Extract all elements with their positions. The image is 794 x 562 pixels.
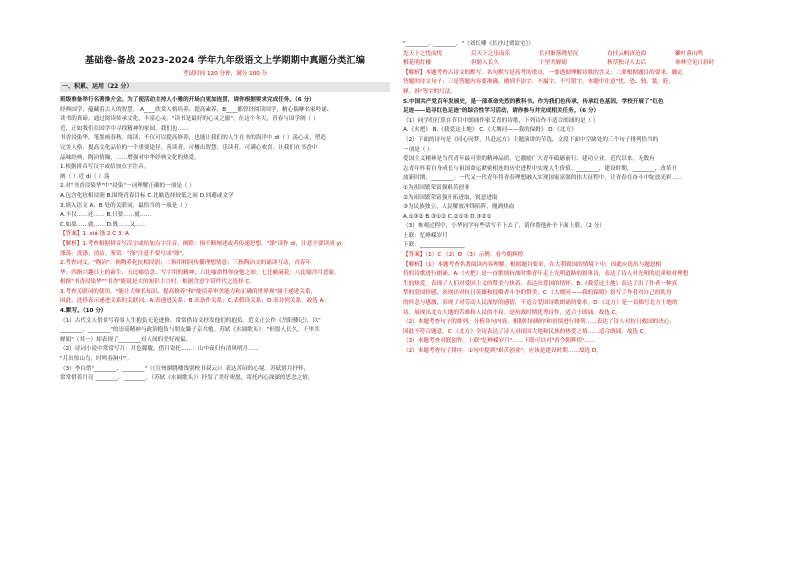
- analysis-line: 华；四指兴趣日上的新生；五比喻信念、写字用的精神；六比喻命得你奋勉之间；七比喻滴花；八比喻冷月意象。: [60, 269, 340, 276]
- analysis-line: 3.考查关联词的使用。"能让大师长知识、提高修养"和"能培养审美能力和正确的世界观"属于递进关系，: [60, 288, 317, 295]
- analysis-line: 因此，选择表示递进关系的关联词。A.表递进关系；B.表条件关系；C.表假设关系；D.表并列关系。故选 A。: [60, 298, 330, 305]
- analysis-line: 诗，展现出北方大地的苦难和人民的不屈。是抗战时期优秀诗作，适合于朗诵。故选 C。: [403, 309, 622, 316]
- question-2: 2.对"书香浸染华"中"浸染"一词理解正确的一项是（ ）: [60, 183, 195, 190]
- answer-line: 【答案】1. xiá 涤 2.C 3. A: [60, 231, 129, 238]
- analysis-line: 【解析】（1）本题考查名著阅读内容理解。根据题目要求，在大利致国的情境下中，因此应选出与题意相: [403, 261, 662, 268]
- analysis-line: 的怀念与感激，表现了对劳动人民深厚的感情，不适合爱国诗歌朗诵的要求。D.《北方》是一首描写北方土地的: [403, 300, 678, 307]
- question-1: 1.根据拼音写汉字或给加点字注音。: [60, 164, 150, 171]
- poem-answer: 先天下之忧而忧: [403, 50, 443, 57]
- question-5-3: （3）参观过程中，小华同学有些话写不下去了，请你帮他补全下面上联。（2 分）: [403, 223, 605, 230]
- passage-line: 近，正如我们在国学中寻找精神的家园，我们也……: [60, 125, 189, 132]
- question-4-line: （1）古代文人借景写春景人生抱负无论进修，常常借诗文抒发他们的抱负。范文正公作《岳阳楼记》，以": [60, 317, 321, 324]
- analysis-line: 【解析】本题考查古诗文的默写。名句默写是高考的重点，一要透彻理解诗歌的含义；二要根据题目的要求，确定: [403, 69, 683, 76]
- question-5-2: （2）下面的诗句是《同心同梦，共赴远方》主题演讲的节选，文段下面中空缺处的三个句子排列恰当的: [403, 136, 659, 143]
- question-4: 4.默写。（10 分）: [60, 308, 107, 315]
- answer-poem-grid: [403, 50, 743, 69]
- question-3: 3.填入语文 A、B 处的关联词，最恰当的一项是（ ）: [60, 202, 191, 209]
- question-4-line: 常常借着月亮 ________，________。（苏轼《水调歌头》）抒发了美好祝愿，寄托内心深深的思念之情。: [60, 375, 314, 382]
- question-5-2: 一项是（ ）: [403, 146, 433, 153]
- task-intro: 班级准备举行名著推介会。为了使活动主持人小雅的开场白更加连贯，请你根据要求完成任务。（6 分）: [60, 97, 315, 103]
- question-4-line: 婵娟"（其一）却表现了________对人间的美好祝福。: [60, 336, 192, 343]
- analysis-line: （2）本题考查句子的排列。分析各句内容，根据时间顺序和语境进行排列……表达了诗人对抗日救国的决心，: [403, 319, 676, 326]
- passage-line: 书香浸染华，笔墨画春秋。阅读，不仅可以提高修养，也能让我们的人生在书的海洋中 dí（ ）荡心灵，塑造: [60, 135, 326, 142]
- poem-answer: 后天下之乐而乐: [471, 50, 511, 57]
- poem-answer: 獭叶落山鸣: [675, 50, 703, 57]
- passage-line: 爱国主义精神是当代青年最可贵的精神品质，它激励广大青年砥砺前行、建功立业。近代以来，无数有: [403, 156, 655, 163]
- poem-line: "________，________。"（刘长卿《长沙过贾谊宅》）: [403, 41, 535, 47]
- question-3-options: C.如果……就…… D.既……又……: [60, 221, 147, 228]
- analysis-line: 符的诗歌进行朗诵。A.《火把》是一首歌颂抗战时期青年走上光明道路的叙事诗，表达了诗人对光明的追求和对理想: [403, 271, 689, 278]
- question-5-2-options: A.①③② B.③①② C.②①③ D.③②①: [403, 213, 492, 220]
- question-4-line: （3）李白借"________，________"（《宣州谢朓楼饯别校书叔云》）表达苦闷的心境。苏轼借月抒怀，: [60, 365, 310, 372]
- passage-line: 品味经典，陶冶情操，……增强对中华经典文化的热爱。: [60, 154, 200, 161]
- analysis-line: 根据"书香浸染华""书香"能说是大的知识主言时，根据含意字带件代之选择 C。: [60, 279, 255, 286]
- question-1-blanks: 阐（ ）近 dí（ ）荡: [60, 173, 110, 180]
- sentence-option: ②为祖国繁荣富强开拓进取，锐意进取: [403, 194, 498, 201]
- sentence-option: ③为民族独立、人民解放冲锋陷阵，抛洒热血: [403, 204, 515, 211]
- left-column: [60, 96, 390, 384]
- question-3-options: A.不仅……还…… B.只要……就……: [60, 212, 152, 219]
- doc-title: 基础卷-备战 2023-2024 学年九年级语文上学期期中真题分类汇编: [85, 55, 365, 66]
- question-4-line: （2）诗词小说中常常写月：月色朦胧，借月寄托……：山中夜归有清风明月……: [60, 346, 260, 353]
- analysis-line: 【解析】1.考查根据拼音写汉字或给加点字注音。阐除：指不断阐述或者传递思想。"涤"读作 dí，注意不要读成 yì。: [60, 240, 347, 247]
- section-heading: 一、积累、运用（22 分）: [62, 83, 133, 90]
- analysis-line: （3）本题考查对联创作。上联"忆峥嵘岁月"……下联可以对"看今朝辉煌"……: [403, 338, 596, 345]
- analysis-line: 2.考查词义。"陶冶"：指陶养化抗相浸润；二指用相同传播理想情意；三指陶冶文的诵读互动，青春年: [60, 260, 312, 267]
- poem-answer: 寒林空见日斜时: [675, 60, 715, 67]
- poem-answer: 千里共婵娟: [539, 60, 567, 67]
- poem-answer: 直挂云帆济沧海: [607, 50, 647, 57]
- question-5: 5.中国共产党百年发展史，是一部革命先烈的教科书。作为我们色传承，传承红色基因，学校开展了"红色: [403, 98, 664, 105]
- couplet-lower: 下联：________________: [403, 242, 465, 249]
- question-4-line: ________，________"的崇高精神与政治抱负与朋友滕子京共勉。苏轼《水调歌头》："但愿人长久，千里共: [60, 327, 320, 334]
- analysis-line: 生的热爱。表现了人们对爱国主义的赞美与执着，表达出爱国的情怀。B.《我爱这土地》表达了出了作者一种真: [403, 280, 678, 287]
- passage-line: 完美人格、提高文化品位的一个重要途径。善读者，可概出智慧；乐读者，可满心欢喜。让我们在书香中: [60, 144, 318, 151]
- question-2-options: A.包含化抗相浸润 B.围绕青春目标 C.比喻选择较低之间 D.回避或文学: [60, 192, 234, 199]
- poem-answer: 但愿人长久: [471, 60, 499, 67]
- analysis-line: 因此不符合题意。C.《北方》全诗表达了诗人对祖国大地和民族的热爱之情……适合朗诵。故选 C。: [403, 328, 650, 335]
- couplet-upper: 上联：忆峥嵘岁月: [403, 232, 448, 239]
- poem-answer: 棋花明灯楼: [403, 60, 431, 67]
- poem-answer: 秋草独寻人去后: [607, 60, 647, 67]
- sentence-option: ①为祖国繁荣富强艰苦创业: [403, 184, 470, 191]
- answer-line: 【答案】（1）C （2）D （3）示例：看今朝辉煌: [403, 252, 524, 259]
- analysis-line: 答题的诗文句子；三是答题内容要准确，做到不添字、不漏字、不写错字。本题中注意"忧、恐、独、簧、贬、: [403, 79, 675, 86]
- question-5: 足迹——追寻红色足迹"的综合性学习活动，请你参与并完成相关任务。（6 分）: [403, 108, 600, 115]
- passage-line: 经典国学，蕴藏着古人的智慧。 A____欣赏人格培养、提高素养，B____都曾经阅读国学，精心揣摩名家吟诵、: [60, 106, 333, 113]
- passage-line: 读书的真谛，通过阅读传承文化，丰富心灵。"读书是最好的心灵之旅"，在这个冬天，青春与国学阐（ ）: [60, 116, 319, 123]
- question-4-line: "月出惊山鸟，时鸣春涧中"。: [60, 356, 133, 363]
- poem-answer: 长河渐落晓星沉: [539, 50, 579, 57]
- analysis-line: 涤荡：洗涤、清洁。鉴赏："涤"注意不要写成"绦"。: [60, 250, 188, 257]
- right-column: [403, 40, 743, 357]
- question-5-1: （1）同学们打算在节目中朗诵作家艾青的诗歌，下列诗作不适合朗诵的是（ ）: [403, 117, 599, 124]
- analysis-line: 挚的爱国情感，表现出对抗日英雄和侵略者斗争的赞美。C.《大堰河——我的保姆》叙写了作者对自己的乳母: [403, 290, 672, 297]
- analysis-line: 婵、斜"等字的写法。: [403, 88, 456, 95]
- passage-line: 志青年怀着自身成长与祖国命运紧密相连的历史进程中实现人生价值。________，建设时期，________，改革开: [403, 165, 678, 172]
- question-5-1-options: A.《火把》 B.《我爱这土地》 C.《大堰河——我的保姆》 D.《北方》: [403, 127, 577, 134]
- doc-subtitle: 考试时间 120 分钟，满分 100 分: [182, 71, 268, 77]
- passage-line: 放新时期，________。一代又一代青年将青春理想融入实现国家富强的伟大征程中，让青春在奋斗中绽放光彩……: [403, 175, 683, 182]
- analysis-line: （2）本题考查句子排序。①句中提到"艰苦创业"，应该是建设时期……故选 D。: [403, 348, 602, 354]
